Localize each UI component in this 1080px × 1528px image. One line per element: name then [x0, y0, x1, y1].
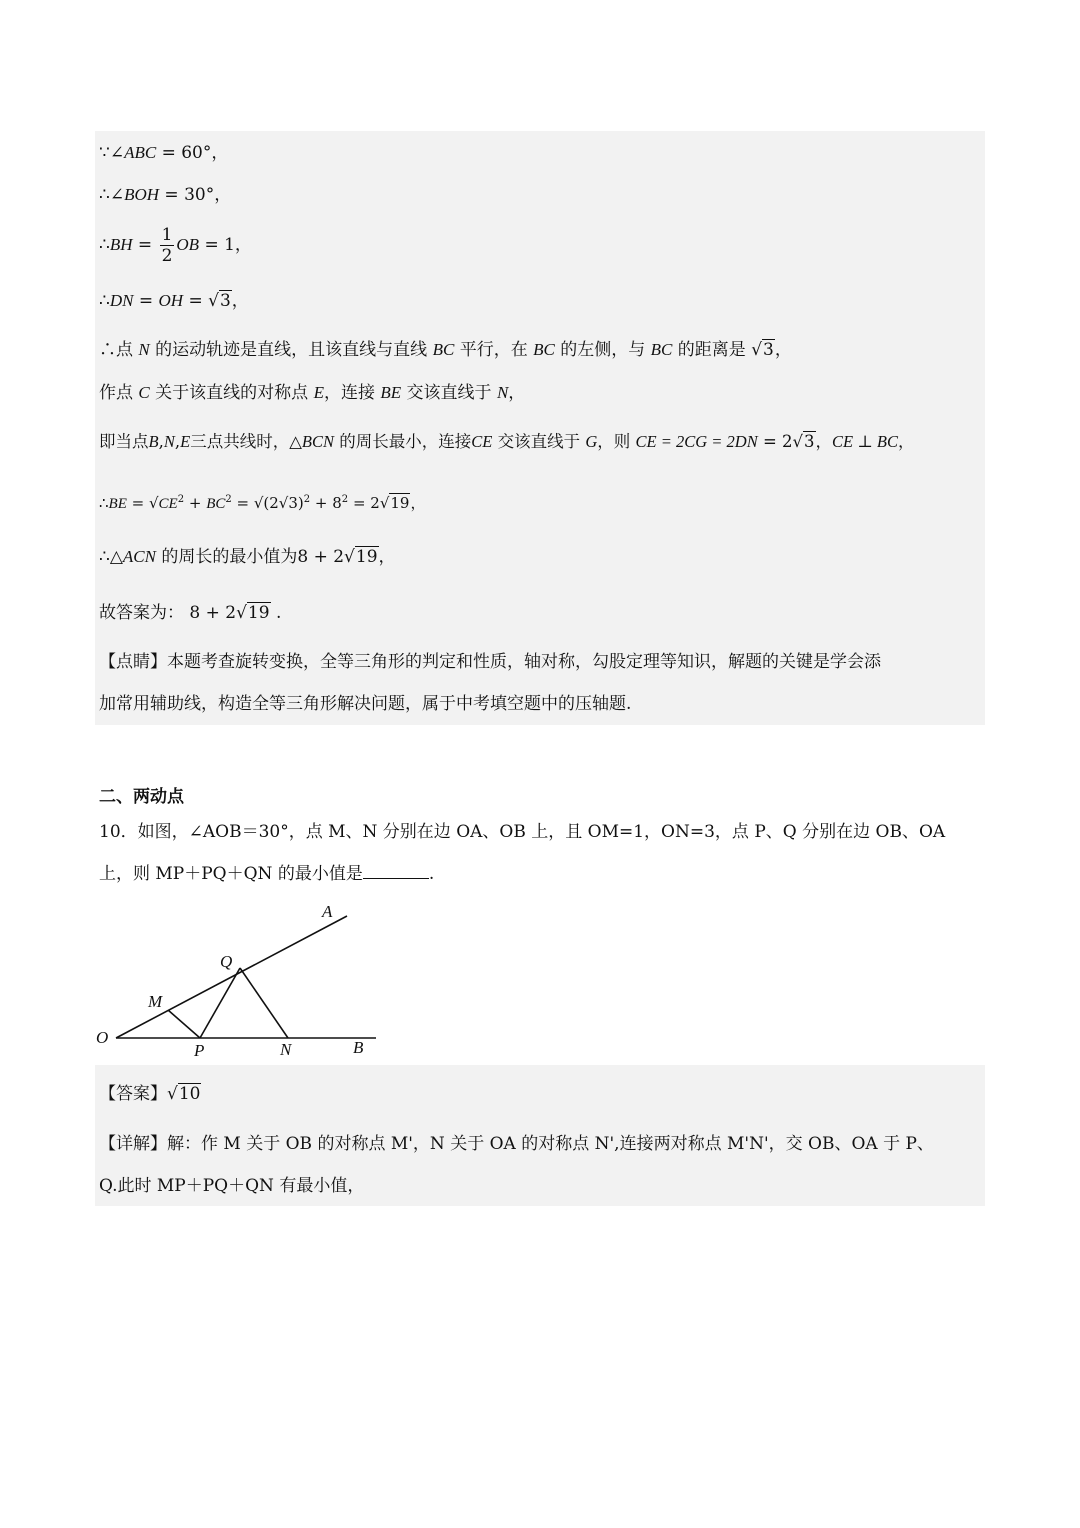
label-n: N — [280, 1040, 292, 1059]
solution-line-9: ∴△ACN 的周长的最小值为8 + 2√19， — [99, 547, 396, 567]
segment-qn — [240, 968, 288, 1038]
ray-oa — [116, 916, 347, 1038]
label-m: M — [148, 992, 163, 1011]
answer-blank — [363, 862, 429, 879]
label-b: B — [353, 1038, 364, 1057]
detail-line-1: 【详解】解：作 M 关于 OB 的对称点 M'，N 关于 OA 的对称点 N',连接两对称点 M'N'，交 OB、OA 于 P、 — [99, 1134, 934, 1154]
solution-line-2: ∴∠BOH = 30°， — [99, 185, 232, 205]
detail-line-2: Q.此时 MP＋PQ＋QN 有最小值， — [99, 1176, 365, 1196]
label-q: Q — [220, 952, 233, 971]
solution-line-4: ∴DN = OH = √3， — [99, 291, 249, 311]
segment-pq — [200, 968, 240, 1038]
geometry-figure — [90, 895, 390, 1065]
solution-line-7: 即当点B,N,E三点共线时，△BCN 的周长最小，连接CE 交该直线于 G，则 CE = 2CG = 2DN = 2√3，CE ⊥ BC， — [99, 432, 915, 451]
answer-line: 【答案】√10 — [99, 1084, 201, 1104]
solution-line-3: ∴BH = $\frac{1}{2}$ OB = 1， — [99, 225, 252, 266]
label-p: P — [194, 1041, 205, 1060]
solution-line-5: ∴点 N 的运动轨迹是直线，且该直线与直线 BC 平行，在 BC 的左侧，与 BC 的距离是 √3， — [99, 340, 792, 360]
question-line-2: 上，则 MP＋PQ＋QN 的最小值是 . — [99, 864, 435, 884]
fraction-one-half: $\frac{1}{2}$ — [161, 225, 173, 266]
solution-line-6: 作点 C 关于该直线的对称点 E，连接 BE 交该直线于 N， — [99, 383, 526, 403]
comment-line-2: 加常用辅助线，构造全等三角形解决问题，属于中考填空题中的压轴题. — [99, 694, 632, 714]
question-line-1: 10．如图，∠AOB＝30°，点 M、N 分别在边 OA、OB 上，且 OM=1，ON=3，点 P、Q 分别在边 OB、OA — [99, 822, 946, 842]
solution-line-1: ∵∠ABC = 60°， — [99, 143, 229, 163]
solution-box — [95, 131, 985, 725]
label-o: O — [96, 1028, 109, 1047]
final-answer-line: 故答案为： 8 + 2√19 . — [99, 603, 282, 623]
segment-mp — [168, 1010, 200, 1038]
label-a: A — [322, 902, 333, 921]
comment-line-1: 【点睛】本题考查旋转变换，全等三角形的判定和性质，轴对称，勾股定理等知识，解题的关键是学会添 — [99, 652, 881, 672]
solution-line-8: ∴BE = $√CE^2 + BC^2 = √(2√3)^2 + 8^2 = 2√19$， — [99, 494, 426, 512]
section-title: 二、两动点 — [99, 787, 184, 807]
